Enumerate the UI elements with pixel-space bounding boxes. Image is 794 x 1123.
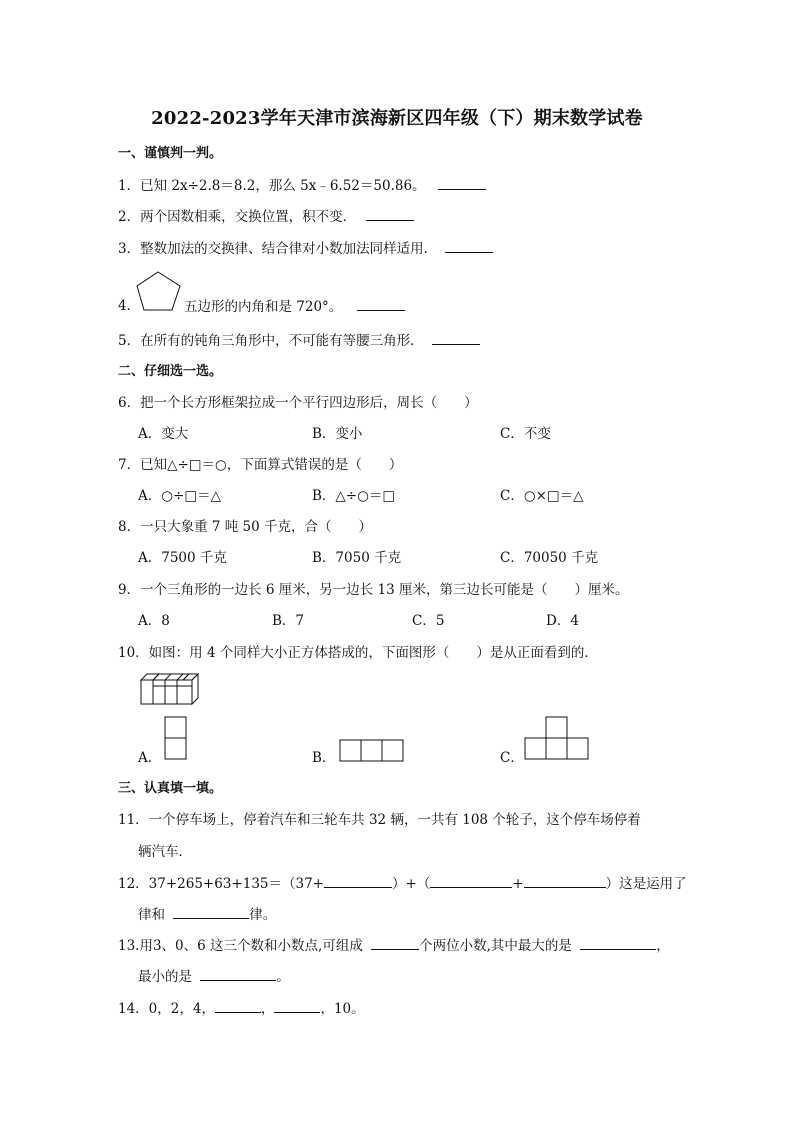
question-5-text: 5．在所有的钝角三角形中，不可能有等腰三角形． <box>118 333 424 349</box>
question-6: 6．把一个长方形框架拉成一个平行四边形后，周长（ ） <box>118 395 478 411</box>
answer-blank-12-4[interactable] <box>173 904 249 919</box>
question-13-text-d: 最小的是 <box>138 969 192 985</box>
answer-blank-12-1[interactable] <box>324 873 392 888</box>
front-view-option-c[interactable] <box>524 716 590 762</box>
question-12-text-f: 律。 <box>249 907 277 923</box>
question-8-option-c[interactable]: C．70050 千克 <box>500 550 599 566</box>
question-10-option-b[interactable]: B． <box>312 750 336 766</box>
question-12-line-1 <box>118 873 687 894</box>
question-8: 8．一只大象重 7 吨 50 千克，合（ ） <box>118 519 373 535</box>
answer-blank-4[interactable] <box>357 296 405 311</box>
pentagon-figure <box>136 270 184 314</box>
cube-arrangement-figure <box>138 672 202 708</box>
front-view-option-b[interactable] <box>339 739 405 763</box>
answer-blank-14-2[interactable] <box>274 998 320 1013</box>
question-7-option-b[interactable]: B．△÷○＝□ <box>312 488 396 504</box>
question-13-line-2 <box>138 966 290 987</box>
answer-blank-14-1[interactable] <box>215 998 261 1013</box>
page-title: 2022-2023学年天津市滨海新区四年级（下）期末数学试卷 <box>151 108 643 129</box>
question-13-text-a: 13.用3、0、6 这三个数和小数点,可组成 <box>118 938 363 954</box>
question-7-option-c[interactable]: C．○×□＝△ <box>500 488 584 504</box>
question-9-option-b[interactable]: B．7 <box>272 613 305 629</box>
answer-blank-13-1[interactable] <box>371 935 419 950</box>
question-8-option-a[interactable]: A．7500 千克 <box>138 550 227 566</box>
question-10-option-a[interactable]: A． <box>138 750 162 766</box>
question-11-line-2 <box>138 842 192 862</box>
answer-blank-2[interactable] <box>366 206 414 221</box>
question-11-text-2: 辆汽车． <box>138 844 192 860</box>
question-9-option-a[interactable]: A．8 <box>138 613 170 629</box>
question-13-text-e: 。 <box>276 969 290 985</box>
question-9-option-c[interactable]: C．5 <box>412 613 445 629</box>
question-7-option-a[interactable]: A．○÷□＝△ <box>138 488 221 504</box>
answer-blank-12-3[interactable] <box>524 873 606 888</box>
question-13-text-b: 个两位小数,其中最大的是 <box>419 938 572 954</box>
question-14-text-b: ， <box>260 1001 275 1017</box>
question-5 <box>118 330 480 351</box>
question-10: 10．如图：用 4 个同样大小正方体搭成的，下面图形（ ）是从正面看到的． <box>118 645 598 661</box>
section-heading-3: 三、认真填一填。 <box>118 781 223 796</box>
question-4-body <box>184 296 405 317</box>
question-4-text: 五边形的内角和是 720°。 <box>184 299 343 315</box>
question-12-text-d: ）这是运用了 <box>605 876 687 892</box>
question-7: 7．已知△÷□＝○，下面算式错误的是（ ） <box>118 457 403 473</box>
question-12-line-2 <box>138 904 276 925</box>
question-9: 9．一个三角形的一边长 6 厘米，另一边长 13 厘米，第三边长可能是（ ）厘米。 <box>118 582 629 598</box>
section-heading-2: 二、仔细选一选。 <box>118 364 223 379</box>
answer-blank-1[interactable] <box>438 175 486 190</box>
question-3 <box>118 238 493 259</box>
question-9-option-d[interactable]: D．4 <box>546 613 579 629</box>
question-14-text-a: 14．0，2，4， <box>118 1001 215 1017</box>
question-4-number: 4． <box>118 298 141 314</box>
front-view-option-a[interactable] <box>164 716 188 762</box>
question-13-line-1 <box>118 935 670 956</box>
answer-blank-5[interactable] <box>432 330 480 345</box>
question-13-text-c: ， <box>656 938 670 954</box>
answer-blank-13-2[interactable] <box>580 935 656 950</box>
question-1-text: 1．已知 2x÷2.8＝8.2，那么 5x﹣6.52＝50.86。 <box>118 178 426 194</box>
question-12-text-a: 12．37+265+63+135＝（37+ <box>118 876 324 892</box>
answer-blank-3[interactable] <box>445 238 493 253</box>
question-11-line-1: 11．一个停车场上，停着汽车和三轮车共 32 辆，一共有 108 个轮子，这个停车场停着 <box>118 812 641 828</box>
question-2 <box>118 206 414 227</box>
question-12-text-e: 律和 <box>138 907 165 923</box>
question-10-option-c[interactable]: C． <box>500 750 524 766</box>
answer-blank-13-3[interactable] <box>200 966 276 981</box>
question-6-option-a[interactable]: A．变大 <box>138 426 189 442</box>
answer-blank-12-2[interactable] <box>430 873 512 888</box>
question-2-text: 2．两个因数相乘，交换位置，积不变． <box>118 209 357 225</box>
question-12-text-c: + <box>512 876 524 892</box>
question-3-text: 3．整数加法的交换律、结合律对小数加法同样适用． <box>118 241 438 257</box>
question-14-text-c: ，10。 <box>320 1001 365 1017</box>
question-12-text-b: ）+（ <box>392 876 431 892</box>
question-1 <box>118 175 486 196</box>
question-6-option-b[interactable]: B．变小 <box>312 426 363 442</box>
section-heading-1: 一、谨慎判一判。 <box>118 146 223 161</box>
question-14 <box>118 998 365 1019</box>
question-6-option-c[interactable]: C．不变 <box>500 426 551 442</box>
question-8-option-b[interactable]: B．7050 千克 <box>312 550 402 566</box>
